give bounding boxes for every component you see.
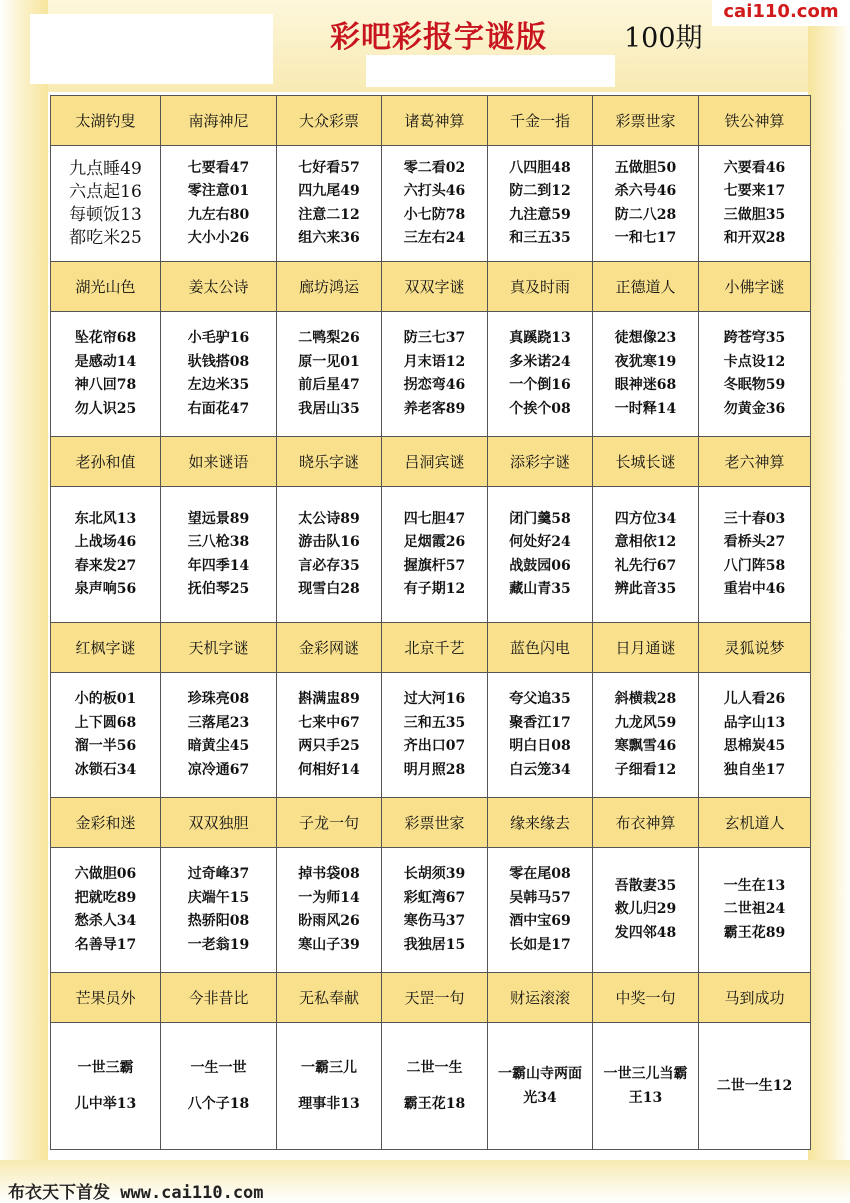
riddle-line: 七好看57	[298, 159, 360, 176]
riddle-line: 三十春03	[723, 510, 786, 527]
riddle-row	[51, 848, 811, 973]
riddle-line: 暗黄尘45	[187, 738, 250, 754]
riddle-cell	[593, 312, 699, 437]
author-name-cell: 太湖钓叟	[51, 96, 161, 146]
riddle-line: 跨苍穹35	[723, 330, 786, 346]
page-title: 彩吧彩报字谜版	[330, 20, 547, 55]
riddle-line: 上战场46	[74, 534, 137, 550]
riddle-line: 五做胆50	[614, 159, 677, 176]
riddle-line: 三八枪38	[187, 534, 250, 550]
riddle-line: 斟满盅89	[298, 691, 360, 707]
riddle-line: 防三七37	[403, 330, 466, 346]
author-name-cell: 湖光山色	[51, 262, 161, 312]
riddle-line: 辨此音35	[614, 581, 677, 597]
author-name-cell: 姜太公诗	[161, 262, 277, 312]
author-name-cell: 无私奉献	[277, 973, 382, 1023]
author-name-cell: 玄机道人	[699, 798, 811, 848]
riddle-line: 个挨个08	[509, 400, 571, 417]
riddle-line: 八门阵58	[723, 557, 786, 574]
riddle-cell	[699, 848, 811, 973]
author-name-cell: 缘来缘去	[488, 798, 593, 848]
riddle-line: 驮钱搭08	[187, 353, 250, 370]
riddle-line: 春来发27	[74, 557, 137, 574]
riddle-line: 东北风13	[74, 510, 137, 527]
author-name-cell: 芒果员外	[51, 973, 161, 1023]
riddle-line: 一个倒16	[509, 377, 571, 393]
riddle-cell	[488, 1023, 593, 1150]
riddle-cell	[382, 848, 488, 973]
riddle-line: 零注意01	[187, 183, 250, 199]
riddle-line: 寒飘雪46	[614, 738, 677, 754]
riddle-cell	[51, 673, 161, 798]
riddle-line: 卡点设12	[723, 353, 786, 370]
riddle-line: 小七防78	[403, 206, 466, 223]
riddle-line: 寒山子39	[298, 936, 360, 953]
riddle-line: 愁杀人34	[74, 913, 137, 929]
riddle-cell	[488, 848, 593, 973]
riddle-row	[51, 1023, 811, 1150]
riddle-line: 眼神迷68	[614, 377, 677, 393]
riddle-line: 一和七17	[614, 230, 677, 246]
author-row	[51, 437, 811, 487]
riddle-line: 防二到12	[509, 183, 571, 199]
riddle-line: 四方位34	[614, 510, 677, 527]
riddle-line: 藏山青35	[509, 581, 571, 597]
riddle-line: 年四季14	[187, 557, 250, 574]
author-row	[51, 973, 811, 1023]
riddle-line: 战鼓园06	[509, 557, 571, 574]
riddle-line: 意相依12	[614, 534, 677, 550]
blank-panel-left	[30, 14, 273, 84]
author-name-cell: 双双独胆	[161, 798, 277, 848]
author-row	[51, 623, 811, 673]
riddle-line: 一为师14	[298, 889, 360, 906]
riddle-line: 注意二12	[298, 206, 360, 223]
riddle-line: 我居山35	[298, 400, 360, 417]
riddle-line: 一生一世	[190, 1060, 247, 1076]
riddle-line: 品字山13	[723, 714, 786, 731]
author-name-cell: 北京千艺	[382, 623, 488, 673]
author-name-cell: 子龙一句	[277, 798, 382, 848]
riddle-line: 足烟霞26	[403, 534, 466, 550]
riddle-cell	[382, 487, 488, 623]
riddle-cell	[382, 312, 488, 437]
riddle-line: 寒伤马37	[403, 913, 466, 929]
riddle-cell	[593, 673, 699, 798]
issue-number: 100期	[624, 23, 703, 54]
riddle-cell	[51, 848, 161, 973]
riddle-line: 八四胆48	[509, 159, 571, 176]
author-name-cell: 南海神尼	[161, 96, 277, 146]
riddle-cell	[699, 673, 811, 798]
riddle-line: 子细看12	[614, 761, 677, 778]
riddle-line: 两只手25	[298, 738, 360, 754]
riddle-line: 太公诗89	[298, 510, 360, 527]
riddle-line: 是感动14	[74, 353, 137, 370]
author-name-cell: 老孙和值	[51, 437, 161, 487]
author-name-cell: 天机字谜	[161, 623, 277, 673]
author-name-cell: 彩票世家	[382, 798, 488, 848]
riddle-cell	[699, 1023, 811, 1150]
riddle-line: 三落尾23	[187, 714, 250, 731]
riddle-line: 独自坐17	[723, 761, 786, 778]
riddle-line: 名善导17	[74, 936, 137, 953]
author-name-cell: 铁公神算	[699, 96, 811, 146]
riddle-line: 热骄阳08	[187, 913, 250, 929]
riddle-line: 一老翁19	[187, 936, 250, 953]
riddle-line: 长胡须39	[403, 866, 466, 882]
riddle-line: 六点起16	[69, 181, 142, 202]
riddle-cell	[382, 1023, 488, 1150]
riddle-line: 发四邻48	[614, 924, 677, 941]
riddle-line: 现雪白28	[298, 581, 360, 597]
riddle-line: 把就吃89	[74, 889, 137, 906]
riddle-line: 前后星47	[298, 377, 360, 393]
riddle-line: 明白日08	[509, 738, 571, 754]
riddle-line: 看桥头27	[723, 534, 786, 550]
riddle-line: 和三五35	[509, 230, 571, 246]
riddle-line: 多米诺24	[509, 353, 571, 370]
blank-panel-center	[366, 55, 615, 87]
riddle-line: 一生在13	[723, 877, 786, 894]
author-name-cell: 大众彩票	[277, 96, 382, 146]
riddle-line: 珍珠亮08	[187, 691, 250, 707]
riddle-row	[51, 146, 811, 262]
riddle-cell	[382, 146, 488, 262]
riddle-line: 握旗杆57	[403, 557, 466, 574]
riddle-line: 何相好14	[298, 761, 360, 778]
riddle-line: 六打头46	[403, 183, 466, 199]
riddle-cell	[699, 146, 811, 262]
riddle-line: 原一见01	[298, 353, 360, 370]
riddle-line: 小毛驴16	[187, 330, 250, 346]
page-left-background	[0, 0, 48, 1202]
author-row	[51, 96, 811, 146]
riddle-line: 养老客89	[403, 400, 466, 417]
riddle-line: 凉冷通67	[187, 761, 250, 778]
riddle-line: 一世三霸	[77, 1060, 134, 1076]
riddle-cell	[51, 312, 161, 437]
riddle-line: 七要看47	[187, 159, 250, 176]
riddle-line: 过大河16	[403, 691, 466, 707]
author-name-cell: 金彩和迷	[51, 798, 161, 848]
riddle-cell	[161, 146, 277, 262]
riddle-line: 零在尾08	[509, 866, 571, 882]
author-name-cell: 彩票世家	[593, 96, 699, 146]
riddle-line: 夸父追35	[509, 691, 571, 707]
site-logo: cai110.com	[712, 0, 850, 26]
riddle-line: 六做胆06	[74, 866, 137, 882]
riddle-cell	[161, 487, 277, 623]
author-name-cell: 长城长谜	[593, 437, 699, 487]
riddle-line: 神八回78	[74, 377, 137, 393]
riddle-line: 明月照28	[403, 761, 466, 778]
riddle-line: 四七胆47	[403, 510, 466, 527]
riddle-cell	[277, 146, 382, 262]
riddle-line: 夜犹寒19	[614, 353, 677, 370]
riddle-line: 上下圆68	[74, 714, 137, 731]
riddle-line: 二世一生	[406, 1060, 463, 1076]
riddle-line: 真蹊跷13	[509, 330, 571, 346]
riddle-line: 九注意59	[509, 206, 571, 223]
riddle-line: 一时释14	[614, 400, 677, 417]
riddle-line: 聚香江17	[509, 714, 571, 731]
author-name-cell: 双双字谜	[382, 262, 488, 312]
riddle-line: 望远景89	[187, 510, 250, 527]
riddle-cell	[382, 673, 488, 798]
riddle-line: 八个子18	[187, 1096, 250, 1112]
riddle-cell	[277, 312, 382, 437]
riddle-cell	[593, 1023, 699, 1150]
riddle-line: 冰锁石34	[74, 761, 137, 778]
riddle-line: 长如是17	[509, 936, 571, 953]
riddle-line: 彩虹湾67	[403, 889, 466, 906]
riddle-line: 九左右80	[187, 206, 250, 223]
riddle-row	[51, 312, 811, 437]
riddle-line: 泉声响56	[74, 581, 137, 597]
author-row	[51, 262, 811, 312]
riddle-line: 三做胆35	[723, 206, 786, 223]
riddle-cell	[593, 146, 699, 262]
riddle-line: 每顿饭13	[69, 204, 142, 225]
author-name-cell: 廊坊鸿运	[277, 262, 382, 312]
author-name-cell: 今非昔比	[161, 973, 277, 1023]
riddle-line: 一世三儿当霸王13	[603, 1066, 688, 1106]
riddle-cell	[51, 1023, 161, 1150]
author-name-cell: 灵狐说梦	[699, 623, 811, 673]
riddle-cell	[699, 487, 811, 623]
author-name-cell: 添彩字谜	[488, 437, 593, 487]
riddle-line: 零二看02	[403, 159, 466, 176]
riddle-cell	[161, 312, 277, 437]
riddle-line: 何处好24	[509, 534, 571, 550]
riddle-line: 酒中宝69	[509, 913, 571, 929]
riddle-line: 防二八28	[614, 206, 677, 223]
riddle-cell	[488, 146, 593, 262]
author-name-cell: 布衣神算	[593, 798, 699, 848]
riddle-line: 儿人看26	[723, 691, 786, 707]
riddle-line: 右面花47	[187, 400, 250, 417]
riddle-line: 和开双28	[723, 230, 786, 246]
riddle-cell	[51, 487, 161, 623]
author-name-cell: 正德道人	[593, 262, 699, 312]
riddle-line: 冬眠物59	[723, 377, 786, 393]
riddle-line: 礼先行67	[614, 557, 677, 574]
riddle-line: 坠花帘68	[74, 330, 137, 346]
riddle-line: 掉书袋08	[298, 866, 360, 882]
author-name-cell: 马到成功	[699, 973, 811, 1023]
riddle-line: 霸王花89	[723, 924, 786, 941]
author-name-cell: 吕洞宾谜	[382, 437, 488, 487]
author-row	[51, 798, 811, 848]
riddle-line: 徒想像23	[614, 330, 677, 346]
riddle-line: 勿人识25	[74, 400, 137, 417]
riddle-cell	[593, 848, 699, 973]
riddle-cell	[161, 673, 277, 798]
riddle-row	[51, 673, 811, 798]
author-name-cell: 如来谜语	[161, 437, 277, 487]
riddle-line: 大小小26	[187, 230, 250, 246]
riddle-line: 闭门羹58	[509, 510, 571, 527]
riddle-line: 一霸三儿	[301, 1060, 357, 1076]
riddle-line: 斜横栽28	[614, 691, 677, 707]
riddle-table	[50, 95, 811, 1150]
riddle-line: 庆端午15	[187, 889, 250, 906]
riddle-line: 齐出口07	[403, 738, 466, 754]
riddle-line: 言必存35	[298, 557, 360, 574]
riddle-cell	[161, 848, 277, 973]
riddle-cell	[277, 1023, 382, 1150]
riddle-cell	[277, 673, 382, 798]
riddle-line: 三左右24	[403, 230, 466, 246]
riddle-line: 九龙风59	[614, 714, 677, 731]
riddle-cell	[161, 1023, 277, 1150]
riddle-cell	[488, 487, 593, 623]
riddle-line: 左边米35	[187, 377, 250, 393]
riddle-cell	[51, 146, 161, 262]
riddle-line: 一霸山寺两面光34	[498, 1066, 582, 1106]
page-right-background	[808, 0, 850, 1202]
author-name-cell: 金彩网谜	[277, 623, 382, 673]
riddle-line: 小的板01	[74, 691, 137, 707]
riddle-line: 月末语12	[403, 353, 466, 370]
riddle-line: 二世祖24	[723, 901, 786, 918]
riddle-line: 儿中举13	[74, 1096, 137, 1112]
author-name-cell: 天罡一句	[382, 973, 488, 1023]
riddle-line: 吾散妻35	[614, 877, 677, 894]
riddle-line: 有子期12	[403, 581, 466, 597]
author-name-cell: 红枫字谜	[51, 623, 161, 673]
author-name-cell: 老六神算	[699, 437, 811, 487]
riddle-line: 吴韩马57	[509, 889, 571, 906]
riddle-cell	[488, 673, 593, 798]
author-name-cell: 晓乐字谜	[277, 437, 382, 487]
author-name-cell: 小佛字谜	[699, 262, 811, 312]
riddle-line: 三和五35	[403, 714, 466, 731]
riddle-line: 抚伯琴25	[187, 581, 250, 597]
riddle-line: 白云笼34	[509, 761, 571, 778]
riddle-line: 溜一半56	[74, 738, 137, 754]
riddle-line: 救儿归29	[614, 901, 677, 918]
riddle-line: 杀六号46	[614, 183, 677, 199]
riddle-cell	[488, 312, 593, 437]
riddle-line: 盼雨风26	[298, 913, 360, 929]
riddle-line: 过奇峰37	[187, 866, 250, 882]
riddle-line: 六要看46	[723, 159, 786, 176]
riddle-line: 重岩中46	[723, 581, 786, 597]
riddle-line: 二鸭梨26	[298, 330, 360, 346]
riddle-line: 九点睡49	[69, 158, 142, 179]
author-name-cell: 中奖一句	[593, 973, 699, 1023]
author-name-cell: 千金一指	[488, 96, 593, 146]
riddle-line: 思棉炭45	[723, 738, 786, 754]
riddle-cell	[277, 487, 382, 623]
author-name-cell: 诸葛神算	[382, 96, 488, 146]
riddle-row	[51, 487, 811, 623]
riddle-line: 游击队16	[298, 534, 360, 550]
author-name-cell: 蓝色闪电	[488, 623, 593, 673]
riddle-line: 霸王花18	[403, 1096, 466, 1112]
riddle-cell	[593, 487, 699, 623]
riddle-line: 七来中67	[298, 714, 360, 731]
riddle-line: 七要来17	[723, 183, 786, 199]
author-name-cell: 真及时雨	[488, 262, 593, 312]
footer-credit: 布衣天下首发 www.cai110.com	[8, 1183, 264, 1203]
riddle-line: 拐恋弯46	[403, 377, 466, 393]
riddle-line: 组六来36	[298, 230, 360, 246]
riddle-line: 四九尾49	[298, 183, 360, 199]
author-name-cell: 财运滚滚	[488, 973, 593, 1023]
riddle-table-body	[51, 96, 811, 1150]
riddle-line: 理事非13	[298, 1096, 360, 1112]
riddle-line: 二世一生12	[716, 1078, 793, 1094]
riddle-line: 勿黄金36	[723, 400, 786, 417]
riddle-cell	[699, 312, 811, 437]
riddle-line: 我独居15	[403, 936, 466, 953]
riddle-cell	[277, 848, 382, 973]
riddle-line: 都吃米25	[69, 227, 142, 248]
author-name-cell: 日月通谜	[593, 623, 699, 673]
